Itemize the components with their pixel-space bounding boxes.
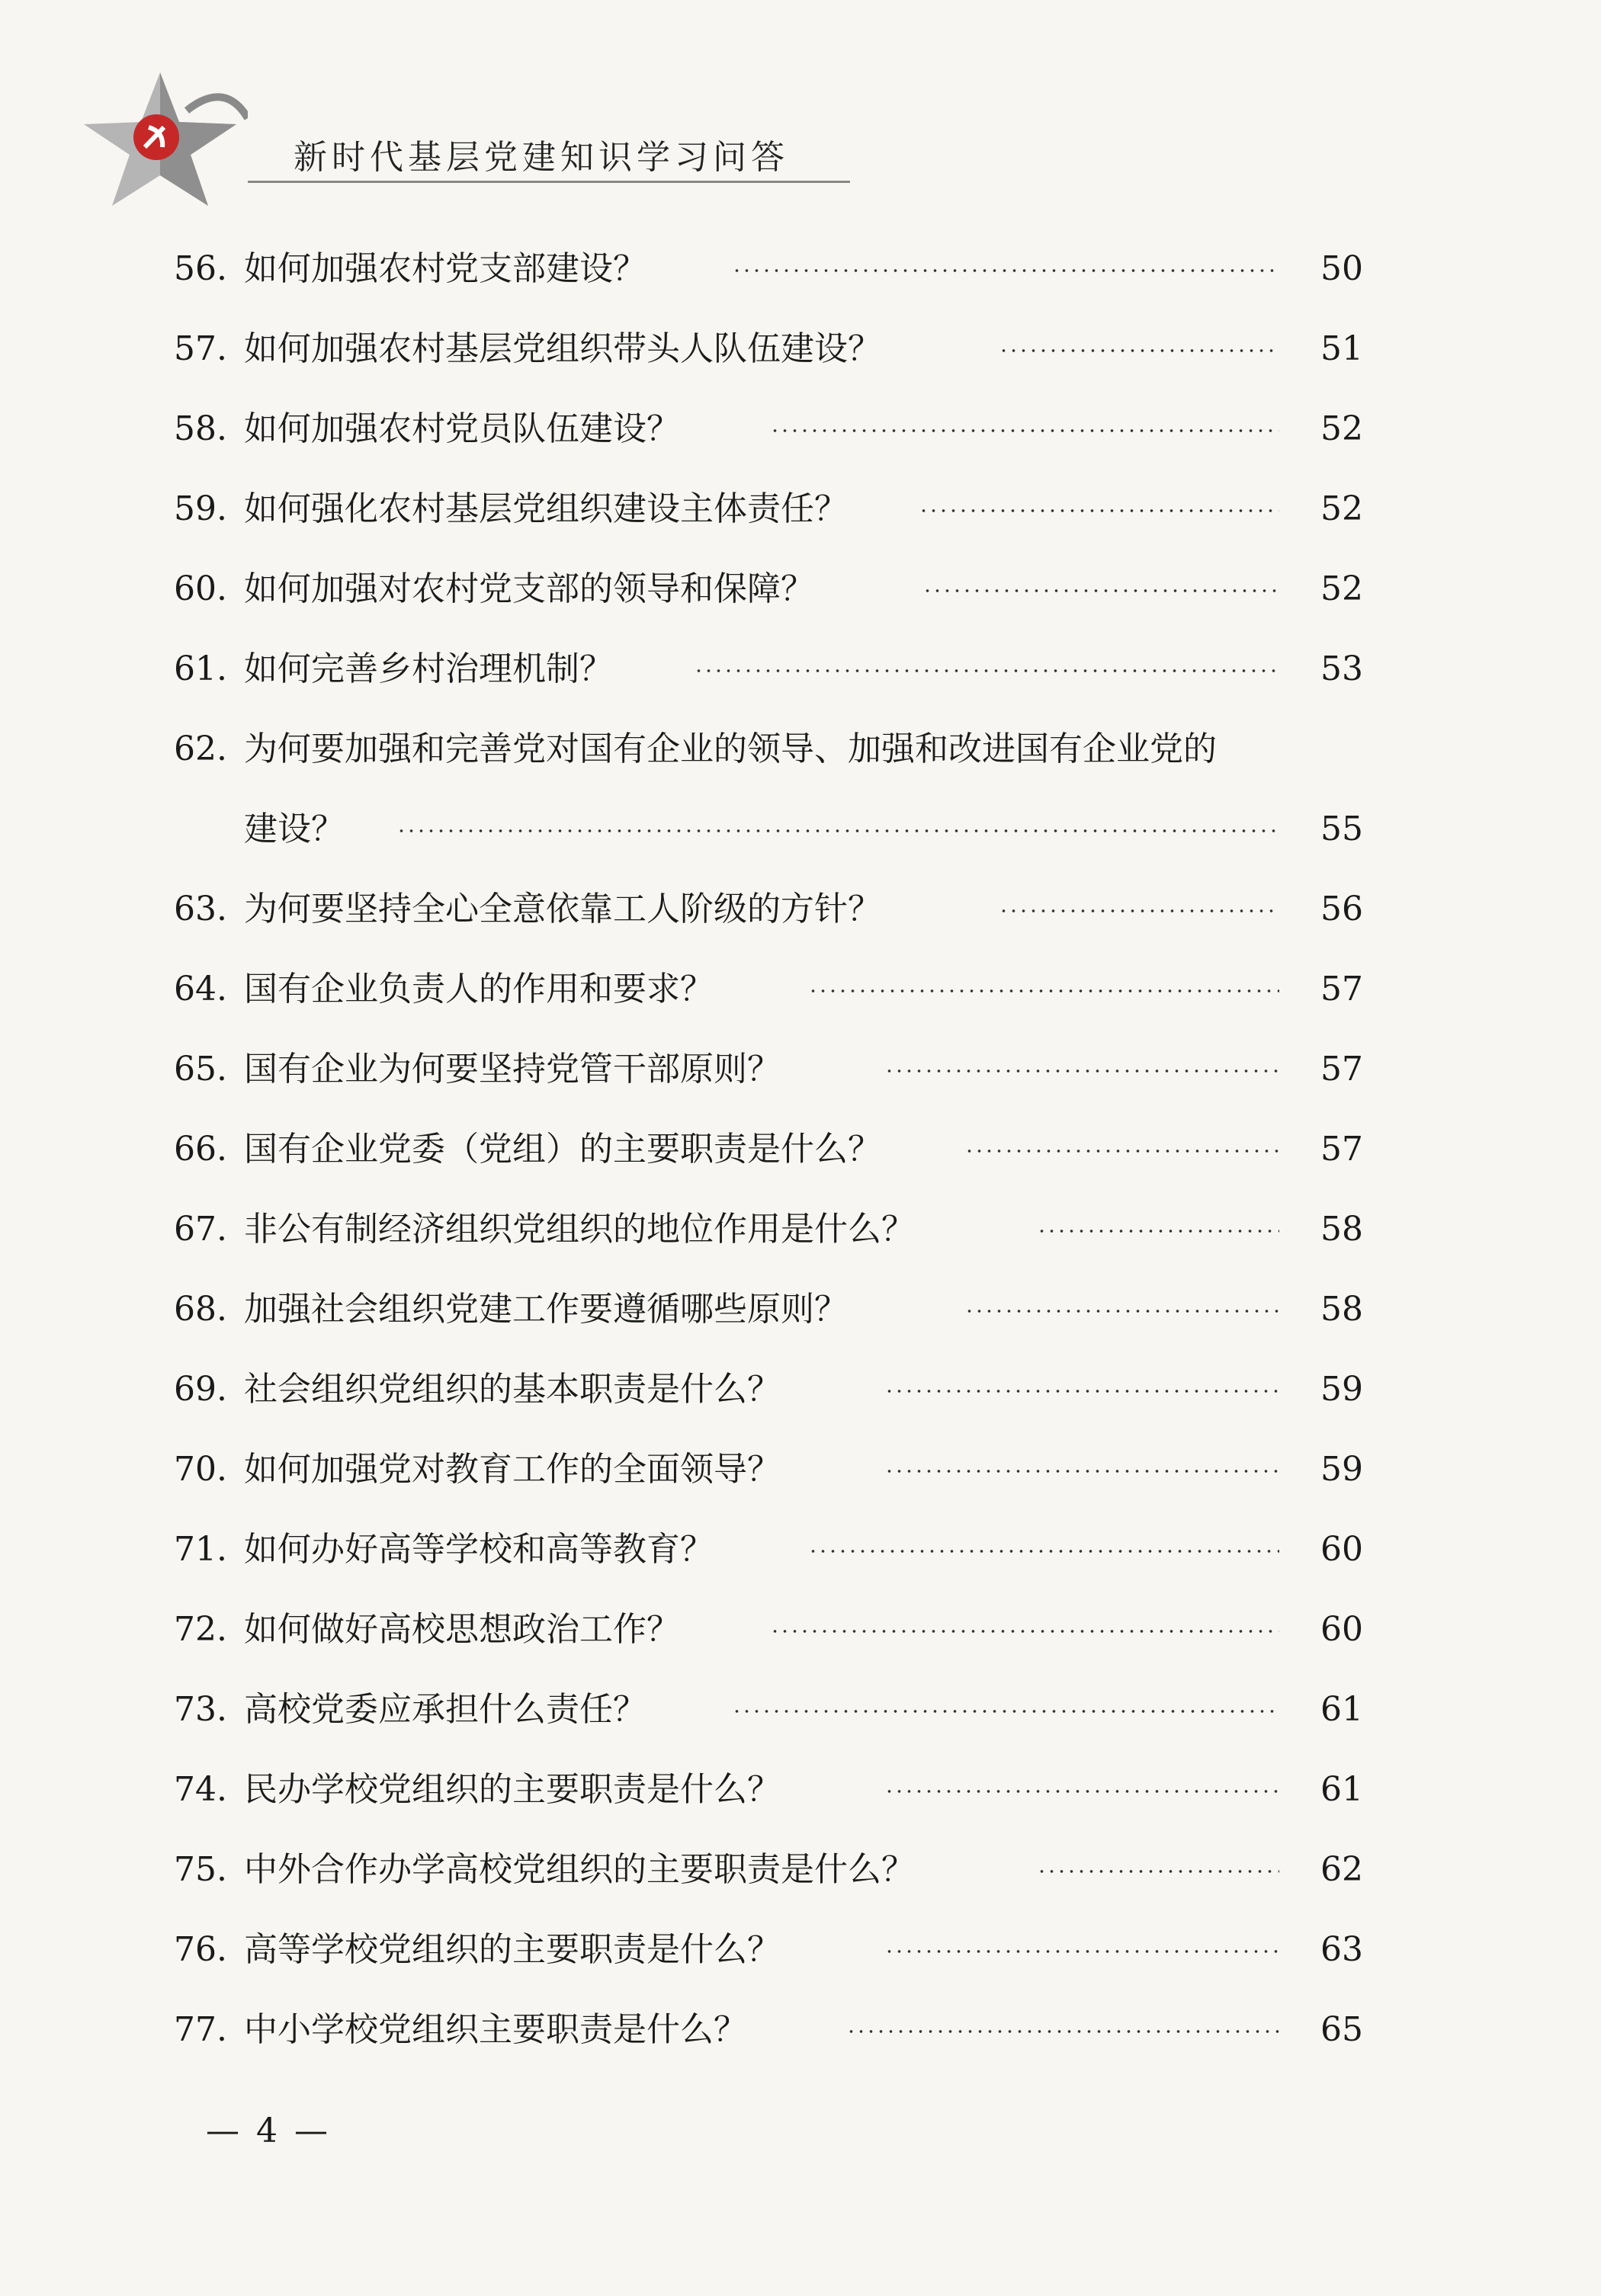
- toc-entry[interactable]: [174, 1269, 1363, 1349]
- toc-entry-title: 中外合作办学高校党组织的主要职责是什么？: [244, 1850, 915, 1889]
- toc-entry-number: 62.: [174, 730, 227, 768]
- toc-entry-number: 61.: [174, 649, 227, 688]
- toc-entry-title-continued: 建设？: [244, 810, 345, 848]
- toc-entry-number: 58.: [174, 409, 227, 448]
- toc-entry-title: 社会组织党组织的基本职责是什么？: [244, 1370, 781, 1409]
- toc-entry-number: 69.: [174, 1370, 227, 1409]
- toc-entry-number: 59.: [174, 489, 227, 528]
- toc-leader-dots: [999, 348, 1279, 353]
- toc-entry-title: 如何做好高校思想政治工作？: [244, 1610, 680, 1649]
- toc-leader-dots: [884, 1789, 1279, 1794]
- toc-entry-number: 57.: [174, 329, 227, 368]
- toc-entry-number: 56.: [174, 249, 227, 288]
- page-header: [72, 65, 1521, 210]
- toc-entry-title: 如何加强党对教育工作的全面领导？: [244, 1450, 781, 1489]
- party-star-logo: [72, 65, 248, 210]
- toc-leader-dots: [808, 1549, 1279, 1554]
- toc-entry-number: 75.: [174, 1850, 227, 1889]
- toc-entry[interactable]: [174, 869, 1363, 949]
- toc-leader-dots: [770, 1629, 1279, 1634]
- toc-entry[interactable]: [174, 629, 1363, 709]
- toc-entry-number: 76.: [174, 1930, 227, 1969]
- toc-entry[interactable]: [174, 1749, 1363, 1829]
- toc-leader-dots: [808, 989, 1279, 993]
- toc-entry-title: 民办学校党组织的主要职责是什么？: [244, 1770, 781, 1809]
- toc-entry[interactable]: [174, 229, 1363, 309]
- toc-leader-dots: [1037, 1229, 1279, 1233]
- toc-entry[interactable]: [174, 1910, 1363, 1990]
- toc-leader-dots: [846, 2029, 1279, 2034]
- toc-entry-title: 加强社会组织党建工作要遵循哪些原则？: [244, 1290, 848, 1329]
- toc-entry[interactable]: [174, 1509, 1363, 1589]
- toc-leader-dots: [884, 1389, 1279, 1393]
- toc-entry-title: 高校党委应承担什么责任？: [244, 1690, 646, 1729]
- toc-entry-page: 60: [1320, 1530, 1363, 1569]
- toc-entry-page: 61: [1320, 1690, 1363, 1729]
- toc-entry-title: 如何加强农村党支部建设？: [244, 249, 646, 288]
- toc-entry-page: 52: [1320, 409, 1363, 448]
- page-number: — 4 —: [206, 2112, 331, 2150]
- toc-entry[interactable]: [174, 1589, 1363, 1669]
- toc-entry[interactable]: [174, 309, 1363, 389]
- toc-entry-title: 如何强化农村基层党组织建设主体责任？: [244, 489, 848, 528]
- toc-entry[interactable]: [174, 1990, 1363, 2070]
- toc-entry[interactable]: [174, 1669, 1363, 1749]
- toc-entry[interactable]: [174, 469, 1363, 549]
- toc-entry-number: 63.: [174, 890, 227, 928]
- toc-leader-dots: [732, 1709, 1279, 1714]
- toc-entry-number: 73.: [174, 1690, 227, 1729]
- toc-entry[interactable]: [174, 949, 1363, 1029]
- toc-leader-dots: [922, 588, 1279, 593]
- toc-entry-page: 52: [1320, 569, 1363, 608]
- toc-entry-page: 50: [1320, 249, 1363, 288]
- toc-entry-title: 如何加强农村党员队伍建设？: [244, 409, 680, 448]
- toc-entry-title: 为何要坚持全心全意依靠工人阶级的方针？: [244, 890, 881, 928]
- toc-entry[interactable]: [174, 1109, 1363, 1189]
- toc-entry-page: 55: [1320, 810, 1363, 848]
- toc-entry-page: 58: [1320, 1210, 1363, 1249]
- toc-leader-dots: [919, 508, 1279, 513]
- book-title: 新时代基层党建知识学习问答: [294, 138, 789, 177]
- toc-entry-number: 66.: [174, 1130, 227, 1169]
- toc-leader-dots: [884, 1469, 1279, 1473]
- toc-leader-dots: [732, 268, 1279, 273]
- toc-entry-number: 72.: [174, 1610, 227, 1649]
- toc-entry-page: 62: [1320, 1850, 1363, 1889]
- toc-entry-page: 65: [1320, 2010, 1363, 2049]
- toc-entry-title: 中小学校党组织主要职责是什么？: [244, 2010, 747, 2049]
- toc-entry-number: 77.: [174, 2010, 227, 2049]
- toc-leader-dots: [694, 669, 1279, 673]
- toc-entry-page: 58: [1320, 1290, 1363, 1329]
- toc-entry-page: 57: [1320, 1050, 1363, 1089]
- toc-leader-dots: [964, 1149, 1279, 1153]
- toc-entry-number: 74.: [174, 1770, 227, 1809]
- toc-entry-number: 71.: [174, 1530, 227, 1569]
- toc-entry-page: 63: [1320, 1930, 1363, 1969]
- toc-entry-page: 51: [1320, 329, 1363, 368]
- toc-entry-number: 64.: [174, 970, 227, 1009]
- toc-entry-page: 59: [1320, 1450, 1363, 1489]
- toc-entry-page: 61: [1320, 1770, 1363, 1809]
- toc-leader-dots: [884, 1949, 1279, 1954]
- toc-leader-dots: [1037, 1869, 1279, 1874]
- toc-entry[interactable]: [174, 1349, 1363, 1429]
- toc-entry-title: 为何要加强和完善党对国有企业的领导、加强和改进国有企业党的: [244, 730, 1217, 768]
- toc-entry-title: 如何加强农村基层党组织带头人队伍建设？: [244, 329, 881, 368]
- toc-entry-title: 非公有制经济组织党组织的地位作用是什么？: [244, 1210, 915, 1249]
- toc-entry-title: 如何加强对农村党支部的领导和保障？: [244, 569, 814, 608]
- toc-entry-number: 60.: [174, 569, 227, 608]
- toc-entry-title: 国有企业负责人的作用和要求？: [244, 970, 714, 1009]
- toc-entry-title: 如何完善乡村治理机制？: [244, 649, 613, 688]
- toc-entry[interactable]: [174, 1429, 1363, 1509]
- toc-entry-page: 56: [1320, 890, 1363, 928]
- toc-entry-page: 60: [1320, 1610, 1363, 1649]
- toc-leader-dots: [770, 428, 1279, 433]
- toc-entry[interactable]: [174, 549, 1363, 629]
- toc-entry[interactable]: [174, 1189, 1363, 1269]
- toc-entry-number: 67.: [174, 1210, 227, 1249]
- toc-entry[interactable]: [174, 709, 1363, 869]
- toc-entry-page: 59: [1320, 1370, 1363, 1409]
- toc-entry-title: 国有企业为何要坚持党管干部原则？: [244, 1050, 781, 1089]
- toc-leader-dots: [999, 909, 1279, 913]
- toc-entry-title: 国有企业党委（党组）的主要职责是什么？: [244, 1130, 881, 1169]
- header-rule: [248, 181, 850, 183]
- toc-leader-dots: [396, 829, 1279, 833]
- toc-entry-number: 68.: [174, 1290, 227, 1329]
- toc-entry-number: 70.: [174, 1450, 227, 1489]
- toc-entry[interactable]: [174, 389, 1363, 469]
- toc-leader-dots: [964, 1309, 1279, 1313]
- toc-entry-number: 65.: [174, 1050, 227, 1089]
- toc-entry-page: 53: [1320, 649, 1363, 688]
- toc-entry-title: 高等学校党组织的主要职责是什么？: [244, 1930, 781, 1969]
- table-of-contents: [174, 229, 1363, 2070]
- toc-entry-page: 52: [1320, 489, 1363, 528]
- toc-leader-dots: [884, 1069, 1279, 1073]
- toc-entry[interactable]: [174, 1829, 1363, 1910]
- toc-entry-page: 57: [1320, 1130, 1363, 1169]
- toc-entry-title: 如何办好高等学校和高等教育？: [244, 1530, 714, 1569]
- toc-entry[interactable]: [174, 1029, 1363, 1109]
- toc-entry-page: 57: [1320, 970, 1363, 1009]
